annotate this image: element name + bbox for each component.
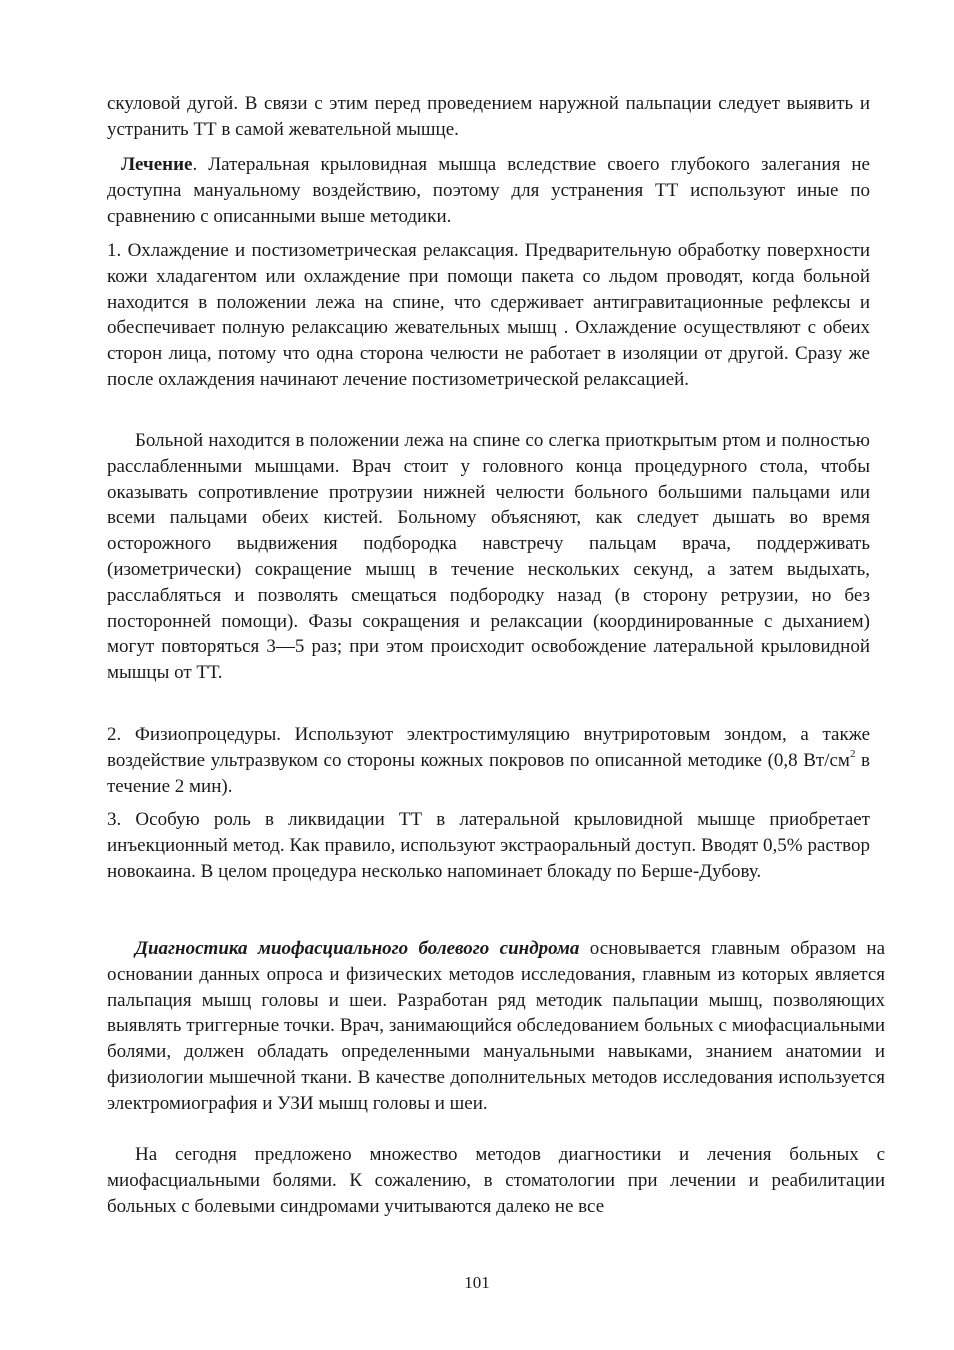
item-1-text: 1. Охлаждение и постизометрическая релаксация. Предварительную обработку поверхности кожи хладагентом или охлаждение при помощи пакета со льдом проводят, когда больной находится в положении лежа на спине, что сдерживает антигравитационные рефлексы и обеспечивает полную релаксацию жевательных мышц . Охлаждение осуществляют с обеих сторон лица, потому что одна сторона челюсти не работает в изоляции от другой. Сразу же после охлаждения начинают лечение постизометрической релаксацией.: [107, 240, 870, 390]
paragraph-1: [107, 91, 870, 143]
paragraph-treatment: [107, 152, 870, 229]
today-text: На сегодня предложено множество методов диагностики и лечения больных с миофасциальными болями. К сожалению, в стоматологии при лечении и реабилитации больных с болевыми синдромами учитываются далеко не все: [107, 1144, 885, 1217]
paragraph-item-3: [107, 807, 870, 884]
paragraph-item-2: [107, 722, 870, 799]
paragraph-today: [107, 1142, 885, 1219]
item-3-text: 3. Особую роль в ликвидации ТТ в латеральной крыловидной мышце приобретает инъекционный метод. Как правило, используют экстраоральный доступ. Вводят 0,5% раствор новокаина. В целом процедура несколько напоминает блокаду по Берше-Дубову.: [107, 809, 870, 882]
diagnostics-text: основывается главным образом на основании данных опроса и физических методов исследования, главным из которых является пальпация мышц головы и шеи. Разработан ряд методик пальпации мышц, позволяющих выявлять триггерные точки. Врач, занимающийся обследованием больных с миофасциальными болями, должен обладать определенными мануальными навыками, знанием анатомии и физиологии мышечной ткани. В качестве дополнительных методов исследования используется электромиография и УЗИ мышц головы и шеи.: [107, 938, 885, 1114]
treatment-text: . Латеральная крыловидная мышца вследствие своего глубокого залегания не доступна мануальному воздействию, поэтому для устранения ТТ используют иные по сравнению с описанными выше методики.: [107, 154, 870, 227]
item-2-text: 2. Физиопроцедуры. Используют электростимуляцию внутриротовым зондом, а также воздействие ультразвуком со стороны кожных покровов по описанной методике (0,8 Вт/см: [107, 724, 870, 771]
item-2-text-end: в течение 2 мин).: [107, 749, 870, 797]
superscript-2: 2: [849, 748, 856, 761]
paragraph-patient-position: [107, 428, 870, 686]
page-number: 101: [464, 1273, 490, 1292]
paragraph-1-text: скуловой дугой. В связи с этим перед проведением наружной пальпации следует выявить и устранить ТТ в самой жевательной мышце.: [107, 93, 870, 140]
patient-position-text: Больной находится в положении лежа на спине со слегка приоткрытым ртом и полностью расслабленными мышцами. Врач стоит у головного конца процедурного стола, чтобы оказывать сопротивление протрузии нижней челюсти больного большими пальцами или всеми пальцами обеих кистей. Больному объясняют, как следует дышать во время осторожного выдвижения подбородка навстречу пальцам врача, поддерживать (изометрически) сокращение мышц в течение нескольких секунд, а затем выдыхать, расслабляться и позволять смещаться подбородку назад (в сторону ретрузии, но без посторонней помощи). Фазы сокращения и релаксации (координированные с дыханием) могут повторяться 3—5 раз; при этом происходит освобождение латеральной крыловидной мышцы от ТТ.: [107, 430, 870, 684]
treatment-heading: Лечение: [121, 154, 193, 175]
paragraph-item-1: [107, 238, 870, 393]
paragraph-diagnostics: [107, 936, 885, 1117]
diagnostics-heading: Диагностика миофасциального болевого синдрома: [135, 938, 580, 959]
